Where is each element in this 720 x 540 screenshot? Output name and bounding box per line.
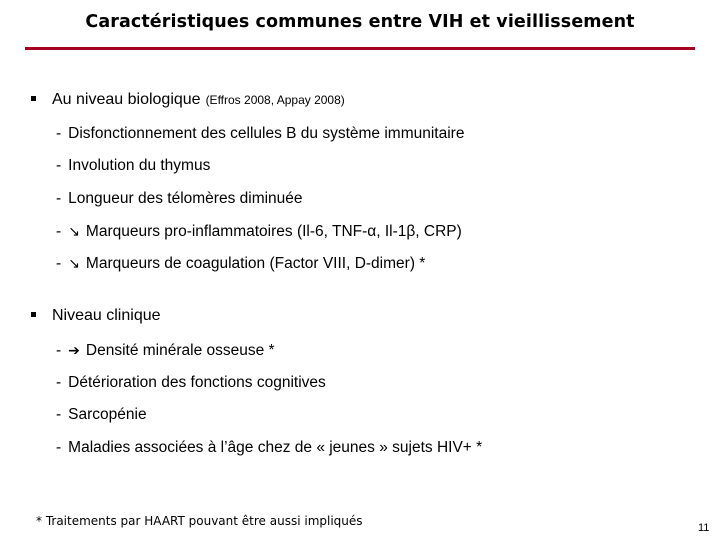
list-item: [56, 374, 326, 392]
list-item: [56, 439, 482, 457]
section-label: Niveau clinique: [52, 307, 161, 324]
list-item-text: Marqueurs pro-inflammatoires (Il-6, TNF-α, Il-1β, CRP): [85, 223, 462, 240]
list-item-text: Longueur des télomères diminuée: [68, 190, 303, 207]
list-item-text: Involution du thymus: [68, 157, 211, 174]
list-dash: -: [56, 439, 62, 456]
arrow-down-right-icon: ↘: [68, 223, 80, 239]
list-item: [56, 255, 425, 273]
section-citation: (Effros 2008, Appay 2008): [205, 93, 345, 107]
list-dash: -: [56, 157, 62, 174]
list-dash: -: [56, 125, 62, 142]
bullet-square-icon: [31, 96, 36, 101]
footnote: * Traitements par HAART pouvant être aussi impliqués: [36, 514, 363, 528]
arrow-right-icon: ➔: [68, 342, 80, 358]
page-number: 11: [698, 522, 710, 534]
section-label: Au niveau biologique: [52, 91, 201, 108]
list-dash: -: [56, 223, 62, 240]
title-divider: [25, 47, 695, 50]
slide-title: Caractéristiques communes entre VIH et vieillissement: [85, 12, 635, 32]
list-item: [56, 406, 147, 424]
list-dash: -: [56, 374, 62, 391]
arrow-down-right-icon: ↘: [68, 255, 80, 271]
list-item-text: Maladies associées à l’âge chez de « jeunes » sujets HIV+ *: [68, 439, 483, 456]
list-item: [56, 190, 303, 208]
list-item: [56, 157, 210, 175]
section-biologique: [31, 91, 345, 109]
list-item-text: Sarcopénie: [68, 406, 147, 423]
list-item-text: Disfonctionnement des cellules B du système immunitaire: [68, 125, 465, 142]
list-dash: -: [56, 342, 62, 359]
section-clinique: [31, 307, 161, 325]
list-dash: -: [56, 406, 62, 423]
list-item-text: Détérioration des fonctions cognitives: [68, 374, 326, 391]
list-item: [56, 342, 275, 360]
list-dash: -: [56, 255, 62, 272]
bullet-square-icon: [31, 312, 36, 317]
list-item-text: Marqueurs de coagulation (Factor VIII, D-dimer) *: [85, 255, 426, 272]
list-item: [56, 125, 464, 143]
list-item: [56, 223, 462, 241]
list-item-text: Densité minérale osseuse *: [85, 342, 275, 359]
list-dash: -: [56, 190, 62, 207]
